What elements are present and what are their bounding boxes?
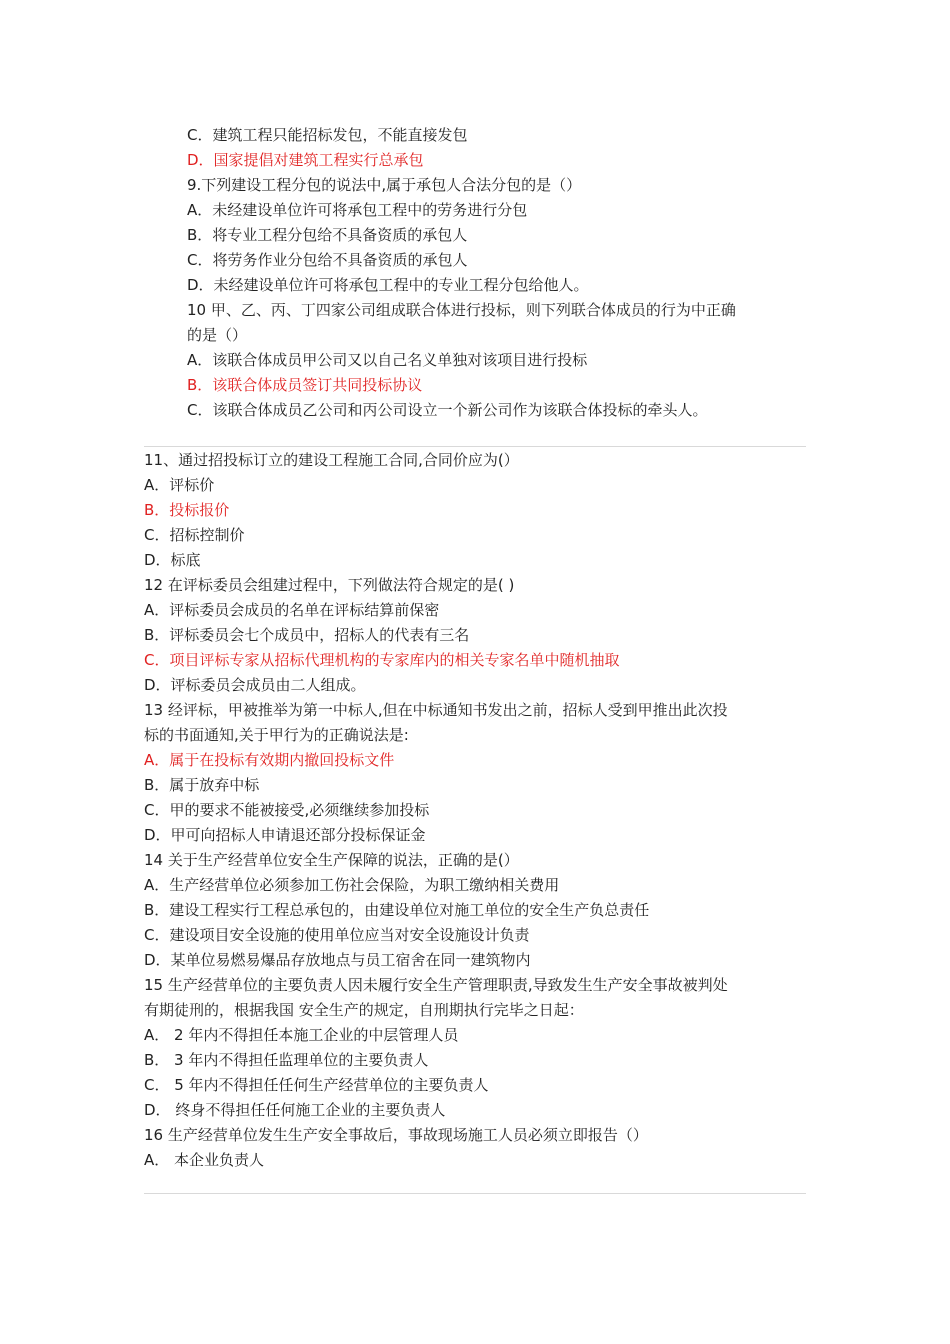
text-line: B．评标委员会七个成员中，招标人的代表有三名 [144,626,470,644]
text-line: 12 在评标委员会组建过程中，下列做法符合规定的是( ) [144,576,515,594]
text-line: B．将专业工程分包给不具备资质的承包人 [187,226,468,244]
text-line: A．评标价 [144,476,215,494]
text-line: 的是（） [187,326,248,344]
question-block-upper [187,123,812,423]
text-line: A．该联合体成员甲公司又以自己名义单独对该项目进行投标 [187,351,588,369]
text-line: D．某单位易燃易爆品存放地点与员工宿舍在同一建筑物内 [144,951,531,969]
answer-option-line: B．投标报价 [144,501,230,519]
text-line: 13 经评标，甲被推举为第一中标人,但在中标通知书发出之前，招标人受到甲推出此次投 [144,701,728,719]
text-line: 11、通过招投标订立的建设工程施工合同,合同价应为(） [144,451,519,469]
text-line: A．未经建设单位许可将承包工程中的劳务进行分包 [187,201,528,219]
text-line: C．甲的要求不能被接受,必须继续参加投标 [144,801,430,819]
text-line: B．属于放弃中标 [144,776,260,794]
text-line: 15 生产经营单位的主要负责人因未履行安全生产管理职责,导致发生生产安全事故被判处 [144,976,728,994]
text-line: 标的书面通知,关于甲行为的正确说法是: [144,726,409,744]
text-line: D．甲可向招标人申请退还部分投标保证金 [144,826,426,844]
answer-option-line: A．属于在投标有效期内撤回投标文件 [144,751,395,769]
text-line: C．建筑工程只能招标发包，不能直接发包 [187,126,468,144]
text-line: B． 3 年内不得担任监理单位的主要负责人 [144,1051,429,1069]
text-line: D． 终身不得担任任何施工企业的主要负责人 [144,1101,446,1119]
text-line: A． 2 年内不得担任本施工企业的中层管理人员 [144,1026,459,1044]
text-line: A． 本企业负责人 [144,1151,265,1169]
answer-option-line: D．国家提倡对建筑工程实行总承包 [187,151,424,169]
text-line: A．生产经营单位必须参加工伤社会保险，为职工缴纳相关费用 [144,876,560,894]
text-line: 10 甲、乙、丙、丁四家公司组成联合体进行投标，则下列联合体成员的行为中正确 [187,301,736,319]
question-block-lower [144,448,809,1173]
text-line: 16 生产经营单位发生生产安全事故后，事故现场施工人员必须立即报告（） [144,1126,648,1144]
text-line: C．招标控制价 [144,526,245,544]
answer-option-line: C．项目评标专家从招标代理机构的专家库内的相关专家名单中随机抽取 [144,651,620,669]
text-line: C．将劳务作业分包给不具备资质的承包人 [187,251,468,269]
text-line: D．标底 [144,551,201,569]
text-line: D．未经建设单位许可将承包工程中的专业工程分包给他人。 [187,276,589,294]
text-line: 有期徒刑的，根据我国 安全生产的规定，自刑期执行完毕之日起： [144,1001,584,1019]
text-line: A．评标委员会成员的名单在评标结算前保密 [144,601,440,619]
text-line: C．建设项目安全设施的使用单位应当对安全设施设计负责 [144,926,530,944]
text-line: C． 5 年内不得担任任何生产经营单位的主要负责人 [144,1076,489,1094]
horizontal-divider [144,446,806,447]
text-line: 14 关于生产经营单位安全生产保障的说法，正确的是(） [144,851,519,869]
horizontal-divider-bottom [144,1193,806,1194]
text-line: B．建设工程实行工程总承包的，由建设单位对施工单位的安全生产负总责任 [144,901,650,919]
answer-option-line: B．该联合体成员签订共同投标协议 [187,376,423,394]
text-line: D．评标委员会成员由二人组成。 [144,676,366,694]
text-line: 9.下列建设工程分包的说法中,属于承包人合法分包的是（） [187,176,582,194]
text-line: C．该联合体成员乙公司和丙公司设立一个新公司作为该联合体投标的牵头人。 [187,401,708,419]
